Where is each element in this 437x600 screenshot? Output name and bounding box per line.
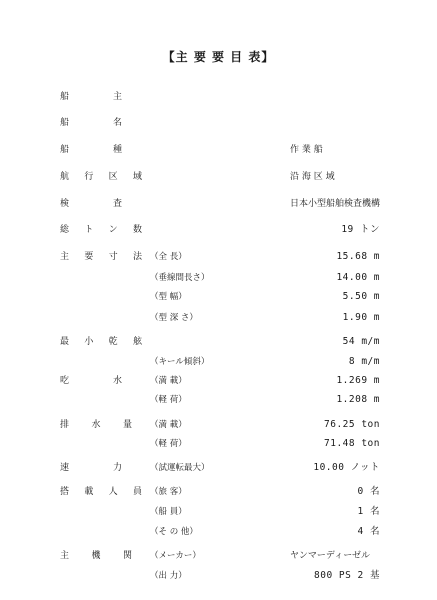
spec-value: 8 m/m bbox=[348, 356, 380, 367]
spec-row bbox=[0, 392, 437, 408]
spec-row bbox=[0, 373, 437, 389]
spec-row bbox=[0, 568, 437, 584]
spec-row bbox=[0, 334, 437, 350]
spec-value: 71.48 ton bbox=[324, 438, 380, 449]
spec-sublabel: （船 員） bbox=[150, 507, 187, 517]
spec-label-char: 人 bbox=[108, 487, 118, 497]
spec-value: 0 名 bbox=[357, 486, 380, 497]
spec-label-char: 排 bbox=[60, 420, 70, 430]
spec-value: 4 名 bbox=[357, 526, 380, 537]
spec-label-char: 最 bbox=[60, 337, 70, 347]
spec-sublabel: （垂線間長さ） bbox=[150, 273, 210, 283]
spec-label-char: ン bbox=[108, 225, 118, 235]
spec-row bbox=[0, 548, 437, 564]
spec-label bbox=[60, 169, 142, 185]
spec-label-char: 力 bbox=[112, 463, 122, 473]
spec-label-char: 員 bbox=[132, 487, 142, 497]
spec-label-char: 主 bbox=[60, 252, 70, 262]
spec-label bbox=[60, 249, 142, 265]
spec-label-char: 法 bbox=[132, 252, 142, 262]
spec-label bbox=[60, 548, 132, 564]
spec-label bbox=[60, 115, 122, 131]
page-title: 【主 要 要 目 表】 bbox=[162, 50, 275, 64]
spec-label-char: 主 bbox=[112, 92, 122, 102]
spec-row bbox=[0, 270, 437, 286]
spec-sublabel: （旅 客） bbox=[150, 487, 187, 497]
spec-value: 沿 海 区 域 bbox=[290, 172, 335, 182]
spec-label-char: 水 bbox=[91, 420, 101, 430]
spec-sublabel: （軽 荷） bbox=[150, 439, 187, 449]
spec-row bbox=[0, 436, 437, 452]
spec-value: 76.25 ton bbox=[324, 419, 380, 430]
spec-label-char: 区 bbox=[108, 172, 118, 182]
spec-label-char: 航 bbox=[60, 172, 70, 182]
spec-row bbox=[0, 89, 437, 105]
spec-row bbox=[0, 310, 437, 326]
spec-value: 作 業 船 bbox=[290, 145, 323, 155]
spec-label-char: 寸 bbox=[108, 252, 118, 262]
spec-value: 19 トン bbox=[341, 224, 380, 235]
spec-label-char: 小 bbox=[84, 337, 94, 347]
spec-value: 1.90 m bbox=[342, 312, 380, 323]
spec-label-char: 数 bbox=[132, 225, 142, 235]
spec-value: 14.00 m bbox=[336, 272, 380, 283]
spec-sublabel: （試運転最大） bbox=[150, 463, 210, 473]
spec-sublabel: （軽 荷） bbox=[150, 395, 187, 405]
spec-sublabel: （出 力） bbox=[150, 571, 187, 581]
spec-label-char: 検 bbox=[60, 199, 70, 209]
spec-value: ヤンマーディーゼル bbox=[290, 551, 371, 561]
spec-label bbox=[60, 484, 142, 500]
spec-label-char: 機 bbox=[91, 551, 101, 561]
spec-label-char: 要 bbox=[84, 252, 94, 262]
spec-label-char: 量 bbox=[122, 420, 132, 430]
spec-label-char: 総 bbox=[60, 225, 70, 235]
spec-label-char: 関 bbox=[122, 551, 132, 561]
spec-label-char: 船 bbox=[60, 92, 70, 102]
spec-row bbox=[0, 460, 437, 476]
spec-label-char: 主 bbox=[60, 551, 70, 561]
spec-label-char: 吃 bbox=[60, 376, 70, 386]
spec-label-char: 査 bbox=[112, 199, 122, 209]
spec-label bbox=[60, 142, 122, 158]
spec-sublabel: （型 幅） bbox=[150, 292, 187, 302]
spec-sublabel: （型 深 さ） bbox=[150, 313, 198, 323]
spec-value: 1.269 m bbox=[336, 375, 380, 386]
spec-label bbox=[60, 373, 122, 389]
spec-row bbox=[0, 289, 437, 305]
spec-label-char: 行 bbox=[84, 172, 94, 182]
spec-label-char: ト bbox=[84, 225, 94, 235]
spec-label-char: 名 bbox=[112, 118, 122, 128]
spec-sublabel: （メーカー） bbox=[150, 551, 201, 561]
spec-label-char: 乾 bbox=[108, 337, 118, 347]
spec-value: 15.68 m bbox=[336, 251, 380, 262]
spec-value: 日本小型船舶検査機構 bbox=[290, 199, 381, 209]
spec-value: 1 名 bbox=[357, 506, 380, 517]
spec-value: 800 PS 2 基 bbox=[314, 570, 380, 581]
spec-row bbox=[0, 115, 437, 131]
spec-row bbox=[0, 222, 437, 238]
spec-value: 10.00 ノット bbox=[313, 462, 380, 473]
spec-sublabel: （そ の 他） bbox=[150, 527, 198, 537]
spec-value: 54 m/m bbox=[342, 336, 380, 347]
spec-label bbox=[60, 417, 132, 433]
spec-label-char: 船 bbox=[60, 145, 70, 155]
spec-label bbox=[60, 222, 142, 238]
spec-label bbox=[60, 460, 122, 476]
spec-label bbox=[60, 334, 142, 350]
spec-label-char: 種 bbox=[112, 145, 122, 155]
spec-row bbox=[0, 249, 437, 265]
spec-label-char: 載 bbox=[84, 487, 94, 497]
spec-row bbox=[0, 169, 437, 185]
spec-sublabel: （全 長） bbox=[150, 252, 187, 262]
spec-sublabel: （キール傾斜） bbox=[150, 357, 210, 367]
spec-label bbox=[60, 89, 122, 105]
spec-row bbox=[0, 484, 437, 500]
spec-row bbox=[0, 417, 437, 433]
spec-label-char: 域 bbox=[132, 172, 142, 182]
spec-row bbox=[0, 504, 437, 520]
spec-value: 5.50 m bbox=[342, 291, 380, 302]
spec-label-char: 船 bbox=[60, 118, 70, 128]
spec-row bbox=[0, 524, 437, 540]
spec-label-char: 搭 bbox=[60, 487, 70, 497]
spec-row bbox=[0, 196, 437, 212]
spec-value: 1.208 m bbox=[336, 394, 380, 405]
spec-sublabel: （満 載） bbox=[150, 420, 187, 430]
spec-row bbox=[0, 142, 437, 158]
spec-label bbox=[60, 196, 122, 212]
spec-label-char: 水 bbox=[112, 376, 122, 386]
spec-label-char: 速 bbox=[60, 463, 70, 473]
spec-sublabel: （満 載） bbox=[150, 376, 187, 386]
spec-row bbox=[0, 354, 437, 370]
spec-label-char: 舷 bbox=[132, 337, 142, 347]
